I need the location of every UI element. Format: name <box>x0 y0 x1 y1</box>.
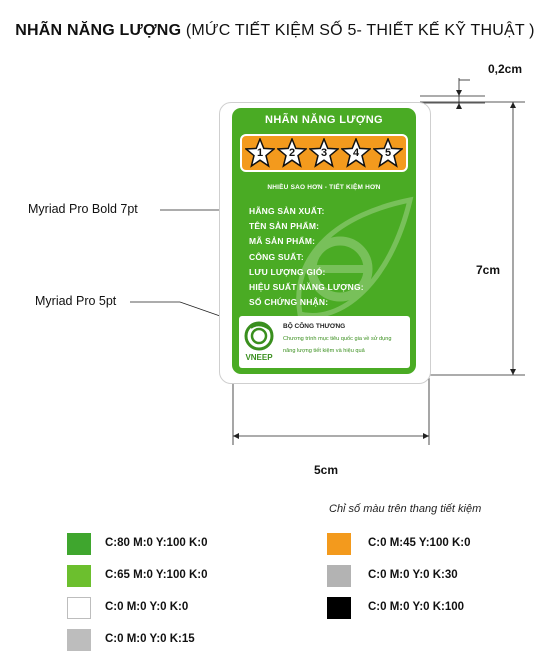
vneep-logo-icon <box>243 319 275 363</box>
star-number: 2 <box>288 147 296 159</box>
swatch-left-4 <box>67 629 91 651</box>
star-number: 5 <box>384 147 392 159</box>
vneep-logo-text: VNEEP <box>245 353 273 362</box>
swatch-right-1 <box>327 533 351 555</box>
field-airflow: LƯU LƯỢNG GIÓ: <box>249 266 326 277</box>
field-manufacturer: HÃNG SẢN XUẤT: <box>249 206 325 216</box>
height-dimension-label: 7cm <box>476 263 501 277</box>
swatch-left-3 <box>67 597 91 619</box>
page-title-normal: (MỨC TIẾT KIỆM SỐ 5- THIẾT KẾ KỸ THUẬT ) <box>181 22 535 39</box>
corner-arrow-bottom <box>456 103 462 109</box>
swatch-left-1-label: C:80 M:0 Y:100 K:0 <box>105 537 208 549</box>
field-certificate: SỐ CHỨNG NHẬN: <box>249 297 329 308</box>
star-2 <box>277 138 307 168</box>
star-3 <box>309 138 339 168</box>
ministry-program-line-2: năng lượng tiết kiệm và hiệu quả <box>283 348 365 354</box>
corner-arrow-top <box>456 90 462 96</box>
field-efficiency: HIỆU SUẤT NĂNG LƯỢNG: <box>249 281 364 292</box>
ministry-name: BỘ CÔNG THƯƠNG <box>283 323 346 330</box>
swatch-right-2-label: C:0 M:0 Y:0 K:30 <box>368 569 458 581</box>
star-4 <box>341 138 371 168</box>
star-number: 1 <box>256 147 264 159</box>
swatch-left-2-label: C:65 M:0 Y:100 K:0 <box>105 569 208 581</box>
width-arrow-right <box>423 433 429 439</box>
legend-note: Chỉ số màu trên thang tiết kiệm <box>329 503 482 515</box>
corner-dimension-label: 0,2cm <box>488 62 523 76</box>
label-slogan: NHIỀU SAO HƠN - TIẾT KIỆM HƠN <box>267 184 381 191</box>
star-rating-bar <box>240 134 408 172</box>
energy-label <box>232 108 416 374</box>
swatch-left-4-label: C:0 M:0 Y:0 K:15 <box>105 633 195 645</box>
ministry-box <box>239 316 410 368</box>
star-number: 4 <box>352 147 360 159</box>
field-product-code: MÃ SẢN PHẨM: <box>249 236 316 247</box>
label-fields <box>249 204 409 310</box>
page-title-bold: NHÃN NĂNG LƯỢNG <box>15 22 182 39</box>
height-arrow-bottom <box>510 369 516 375</box>
small-font-annotation: Myriad Pro 5pt <box>35 294 117 308</box>
star-number: 3 <box>320 147 328 159</box>
field-power: CÔNG SUẤT: <box>249 251 304 262</box>
height-arrow-top <box>510 102 516 108</box>
swatch-right-2 <box>327 565 351 587</box>
swatch-left-3-label: C:0 M:0 Y:0 K:0 <box>105 601 189 613</box>
bold-font-annotation: Myriad Pro Bold 7pt <box>28 202 138 216</box>
star-5 <box>373 138 403 168</box>
swatch-left-1 <box>67 533 91 555</box>
swatch-right-1-label: C:0 M:45 Y:100 K:0 <box>368 537 471 549</box>
star-1 <box>245 138 275 168</box>
width-dimension-label: 5cm <box>314 463 339 477</box>
width-arrow-left <box>233 433 239 439</box>
swatch-left-2 <box>67 565 91 587</box>
label-title: NHÃN NĂNG LƯỢNG <box>264 114 383 126</box>
field-product-name: TÊN SẢN PHẨM: <box>249 221 320 232</box>
swatch-right-3 <box>327 597 351 619</box>
ministry-program-line-1: Chương trình mục tiêu quốc gia về sử dụng <box>283 336 392 342</box>
swatch-right-3-label: C:0 M:0 Y:0 K:100 <box>368 601 465 613</box>
